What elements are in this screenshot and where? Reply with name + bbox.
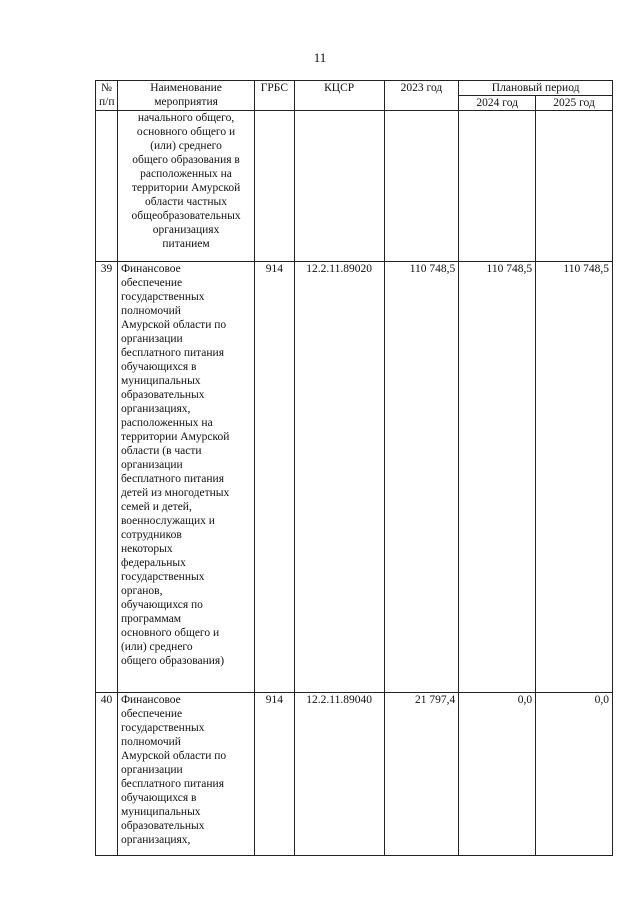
name-line: органов, <box>120 585 163 597</box>
name-line: области (в части <box>120 445 202 457</box>
name-line: государственных <box>120 291 205 303</box>
cell-2025 <box>536 111 613 262</box>
name-line: начального общего, <box>137 112 235 124</box>
name-line: организациях <box>152 224 220 236</box>
cell-no: 40 <box>96 693 118 856</box>
cell-grbs: 914 <box>255 693 295 856</box>
name-line: обеспечение <box>120 277 183 289</box>
header-2024: 2024 год <box>459 96 536 111</box>
name-line: расположенных на <box>120 417 213 429</box>
cell-kcsr <box>294 111 384 262</box>
name-line: государственных <box>120 722 205 734</box>
cell-2023 <box>384 111 459 262</box>
name-line: территории Амурской <box>131 182 241 194</box>
header-grbs: ГРБС <box>255 81 295 111</box>
name-line: организации <box>120 764 183 776</box>
name-line: основного общего и <box>136 126 236 138</box>
cell-2023: 21 797,4 <box>384 693 459 856</box>
name-line: общего образования) <box>120 655 225 667</box>
name-line: (или) среднего <box>150 140 222 152</box>
cell-name <box>117 111 254 262</box>
name-line: Финансовое <box>120 694 181 706</box>
name-line: области частных <box>145 196 228 208</box>
cell-2024: 0,0 <box>459 693 536 856</box>
name-line: муниципальных <box>120 806 201 818</box>
name-line: семей и детей, <box>120 501 192 513</box>
cell-2025: 0,0 <box>536 693 613 856</box>
header-2023: 2023 год <box>384 81 459 111</box>
name-line: общего образования в <box>132 154 240 166</box>
name-line: основного общего и <box>120 627 220 639</box>
name-line: программам <box>120 613 182 625</box>
cell-no <box>96 111 118 262</box>
name-line: организации <box>120 459 183 471</box>
header-planned-period: Плановый период <box>459 81 613 96</box>
cell-2024 <box>459 111 536 262</box>
table-row <box>96 262 613 693</box>
name-line: муниципальных <box>120 375 201 387</box>
cell-no: 39 <box>96 262 118 693</box>
name-line: полномочий <box>120 305 181 317</box>
cell-kcsr: 12.2.11.89020 <box>294 262 384 693</box>
cell-name <box>117 262 254 693</box>
name-line: Амурской области по <box>120 750 227 762</box>
cell-2025: 110 748,5 <box>536 262 613 693</box>
header-name: Наименование мероприятия <box>117 81 254 111</box>
name-line: организациях, <box>120 403 191 415</box>
table-row <box>96 111 613 262</box>
cell-2023: 110 748,5 <box>384 262 459 693</box>
page-number: 11 <box>313 50 327 65</box>
name-line: бесплатного питания <box>120 778 224 790</box>
name-line: обучающихся по <box>120 599 203 611</box>
table-header-row <box>96 81 613 96</box>
header-kcsr: КЦСР <box>294 81 384 111</box>
cell-kcsr: 12.2.11.89040 <box>294 693 384 856</box>
name-line: организации <box>120 333 183 345</box>
name-line: обеспечение <box>120 708 183 720</box>
table-row <box>96 693 613 856</box>
name-line: общеобразовательных <box>131 210 241 222</box>
name-line: (или) среднего <box>120 641 193 653</box>
budget-table <box>95 80 613 856</box>
name-line: сотрудников <box>120 529 182 541</box>
name-line: организациях, <box>120 834 191 846</box>
cell-grbs <box>255 111 295 262</box>
name-line: бесплатного питания <box>120 347 224 359</box>
cell-grbs: 914 <box>255 262 295 693</box>
name-line: полномочий <box>120 736 181 748</box>
name-line: питанием <box>162 238 210 250</box>
name-line: обучающихся в <box>120 361 197 373</box>
name-line: образовательных <box>120 820 205 832</box>
cell-2024: 110 748,5 <box>459 262 536 693</box>
name-line: военнослужащих и <box>120 515 215 527</box>
name-line: расположенных на <box>140 168 232 180</box>
name-line: бесплатного питания <box>120 473 224 485</box>
header-no: № п/п <box>96 81 118 111</box>
name-line: детей из многодетных <box>120 487 230 499</box>
name-line: федеральных <box>120 557 186 569</box>
name-line: государственных <box>120 571 205 583</box>
header-2025: 2025 год <box>536 96 613 111</box>
cell-name <box>117 693 254 856</box>
name-line: Финансовое <box>120 263 181 275</box>
name-line: Амурской области по <box>120 319 227 331</box>
name-line: территории Амурской <box>120 431 230 443</box>
name-line: образовательных <box>120 389 205 401</box>
name-line: обучающихся в <box>120 792 197 804</box>
name-line: некоторых <box>120 543 173 555</box>
